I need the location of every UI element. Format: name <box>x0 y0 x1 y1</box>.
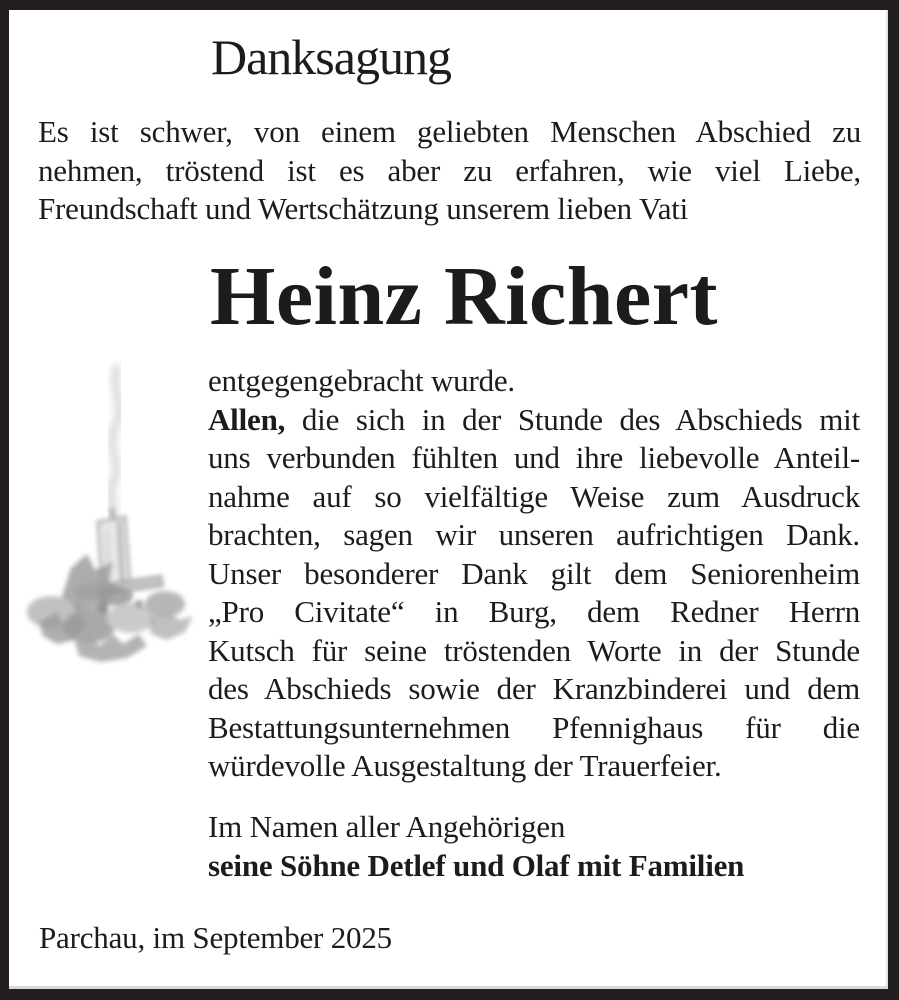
place-date-line: Parchau, im September 2025 <box>39 920 392 955</box>
body-line: „Pro Civitate“ in Burg, dem Redner Herrn <box>208 594 860 629</box>
body-line: brachten, sagen wir unseren aufrichtigen Dank. <box>208 517 860 552</box>
allen-rest-text: die sich in der Stunde des Abschieds mit <box>285 401 860 437</box>
body-line: uns verbunden fühlten und ihre liebevolle Anteil- <box>208 440 860 475</box>
intro-line: nehmen, tröstend ist es aber zu erfahren, wie viel Liebe, <box>38 152 861 188</box>
intro-line: Es ist schwer, von einem geliebten Menschen Abschied zu <box>38 114 861 149</box>
allen-bold-text: Allen, <box>208 401 286 437</box>
body-line: entgegengebracht wurde. <box>208 363 515 398</box>
body-line: Bestattungsunternehmen Pfennighaus für die <box>208 709 860 745</box>
family-names-line: seine Söhne Detlef und Olaf mit Familien <box>208 847 745 883</box>
body-line: des Abschieds sowie der Kranzbinderei und dem <box>208 671 860 706</box>
body-line <box>208 401 860 440</box>
intro-paragraph <box>38 113 861 229</box>
intro-line: Freundschaft und Wertschätzung unserem lieben Vati <box>38 191 689 226</box>
notice-title: Danksagung <box>211 29 451 85</box>
body-line: nahme auf so vielfältige Weise zum Ausdruck <box>208 478 860 514</box>
candle-smoke <box>111 366 119 520</box>
candle-illustration <box>19 360 209 665</box>
body-line: würdevolle Ausgestaltung der Trauerfeier. <box>208 748 722 783</box>
in-names-line: Im Namen aller Angehörigen <box>208 809 566 844</box>
body-line: Unser besonderer Dank gilt dem Seniorenheim <box>208 555 860 591</box>
foliage-bottom <box>75 634 147 662</box>
closing-block <box>208 808 860 885</box>
obituary-page <box>9 10 888 989</box>
deceased-name: Heinz Richert <box>210 250 718 343</box>
body-line: Kutsch für seine tröstenden Worte in der Stunde <box>208 632 860 668</box>
thanks-paragraph <box>208 362 860 786</box>
